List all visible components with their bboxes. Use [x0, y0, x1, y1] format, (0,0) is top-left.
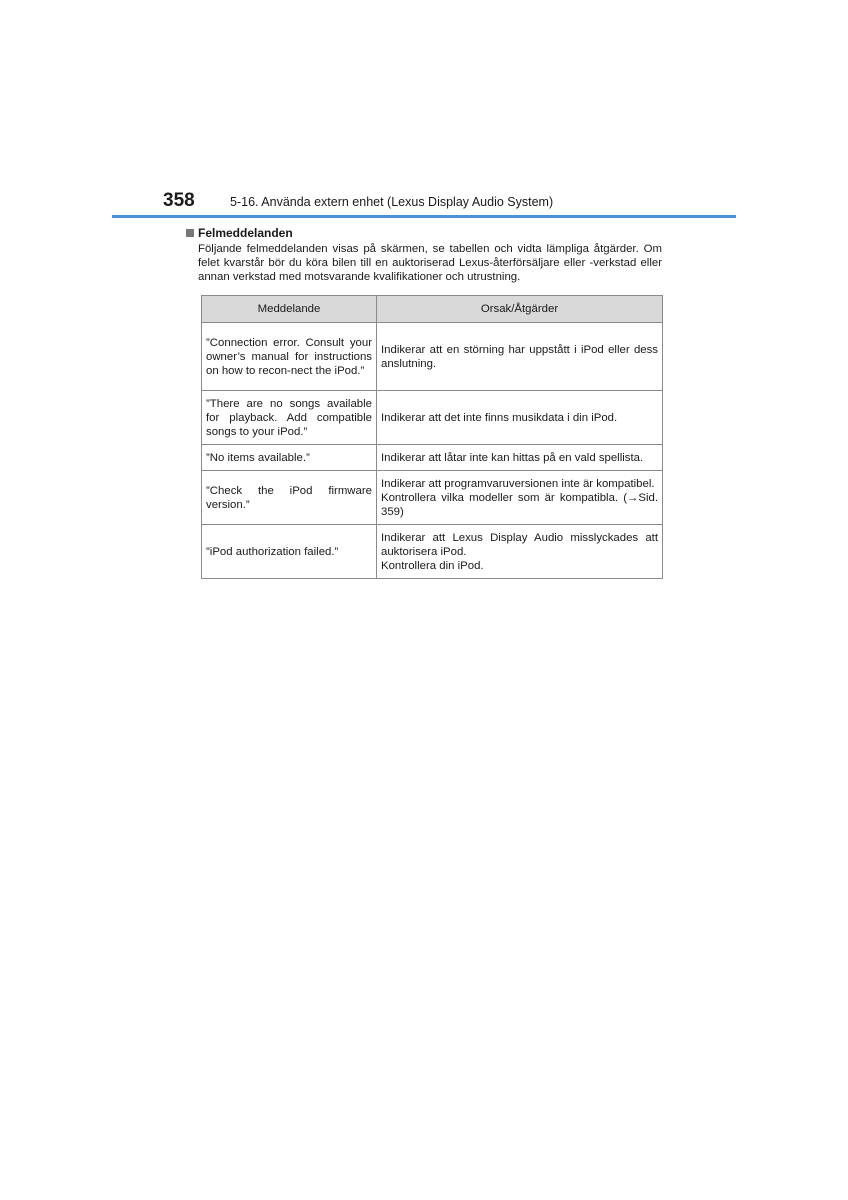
error-message-table — [201, 295, 663, 579]
message-cell: ”Connection error. Consult your owner’s manual for instructions on how to recon-nect the iPod.” — [202, 323, 377, 391]
cause-cell — [377, 323, 663, 391]
cause-line: Indikerar att Lexus Display Audio misslyckades att auktorisera iPod. — [381, 531, 658, 558]
page-number: 358 — [163, 190, 195, 211]
intro-paragraph: Följande felmeddelanden visas på skärmen, se tabellen och vidta lämpliga åtgärder. Om felet kvarstår bör du köra bilen till en auktoriserad Lexus-återförsäljare eller -verkstad eller annan verkstad med motsvarande kvalifikationer och utrustning. — [198, 243, 662, 283]
message-cell: ”iPod authorization failed.” — [202, 525, 377, 579]
cause-line: Indikerar att programvaruversionen inte är kompatibel. — [381, 477, 655, 490]
section-heading-text: Felmeddelanden — [198, 226, 293, 240]
error-messages-section — [186, 226, 662, 284]
chapter-title: 5-16. Använda extern enhet (Lexus Display Audio System) — [230, 195, 554, 209]
column-header-cause: Orsak/Åtgärder — [377, 296, 663, 323]
cause-cell — [377, 445, 663, 471]
cause-cell — [377, 471, 663, 525]
square-bullet-icon — [186, 229, 194, 237]
table-row — [202, 323, 663, 391]
message-cell: ”Check the iPod firmware version.” — [202, 471, 377, 525]
header-rule — [112, 215, 736, 218]
message-cell: ”There are no songs available for playback. Add compatible songs to your iPod.” — [202, 391, 377, 445]
cause-line: Indikerar att det inte finns musikdata i din iPod. — [381, 411, 618, 424]
table-row — [202, 445, 663, 471]
cause-line: Kontrollera vilka modeller som är kompatibla. (→Sid. 359) — [381, 491, 658, 518]
section-heading — [186, 226, 662, 240]
cause-cell — [377, 525, 663, 579]
table-row — [202, 471, 663, 525]
message-cell: ”No items available.” — [202, 445, 377, 471]
table-row — [202, 391, 663, 445]
cause-line: Kontrollera din iPod. — [381, 559, 484, 572]
table-row — [202, 525, 663, 579]
cause-line: Indikerar att en störning har uppstått i iPod eller dess anslutning. — [381, 343, 658, 370]
column-header-message: Meddelande — [202, 296, 377, 323]
table-header-row — [202, 296, 663, 323]
cause-line: Indikerar att låtar inte kan hittas på en vald spellista. — [381, 451, 644, 464]
cause-cell — [377, 391, 663, 445]
